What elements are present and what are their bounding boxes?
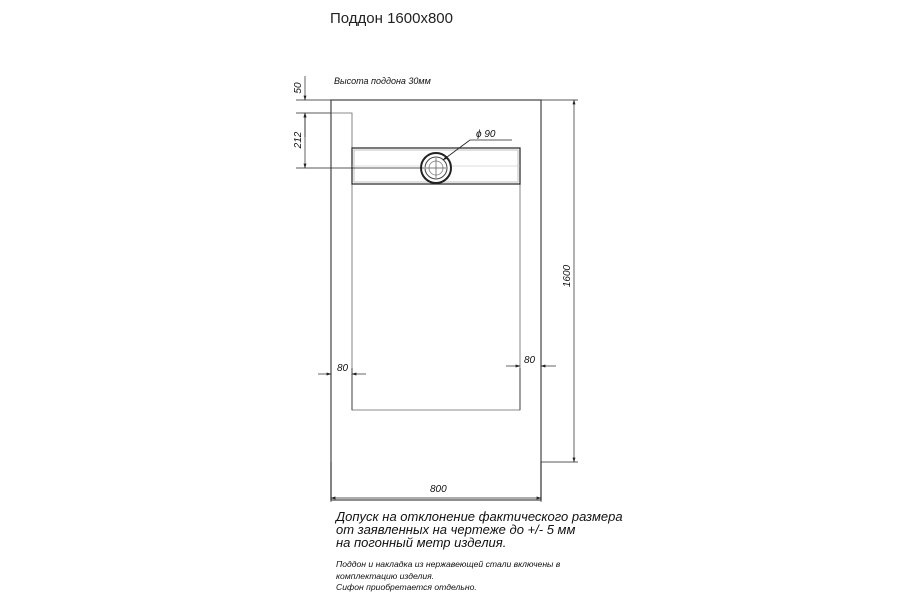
tolerance-note — [336, 510, 756, 549]
right-margin-dimension — [506, 366, 556, 410]
drain-diameter-label: ϕ 90 — [476, 129, 496, 140]
total-length-label: 1600 — [562, 264, 573, 288]
notes-block — [336, 510, 756, 594]
left-margin-dimension — [318, 368, 366, 410]
top-margin-label: 50 — [293, 82, 304, 94]
right-margin-label: 80 — [524, 355, 536, 366]
left-margin-label: 80 — [337, 363, 349, 374]
drain-offset-label: 212 — [293, 131, 304, 149]
drain-diameter-leader — [443, 129, 512, 160]
tolerance-line: на погонный метр изделия. — [336, 535, 507, 550]
tray-height-note: Высота поддона 30мм — [334, 76, 431, 86]
total-width-label: 800 — [430, 484, 447, 495]
info-line: комплектацию изделия. — [336, 570, 435, 581]
left-dimensions — [296, 76, 424, 168]
tolerance-line: от заявленных на чертеже до +/- 5 мм — [336, 522, 576, 537]
info-line: Сифон приобретается отдельно. — [336, 582, 477, 592]
info-note — [336, 559, 756, 594]
drawing-title: Поддон 1600x800 — [330, 10, 453, 27]
info-line: Поддон и накладка из нержавеющей стали включены в — [336, 559, 561, 569]
tolerance-line: Допуск на отклонение фактического размера — [336, 509, 623, 524]
width-dimension — [331, 462, 541, 502]
